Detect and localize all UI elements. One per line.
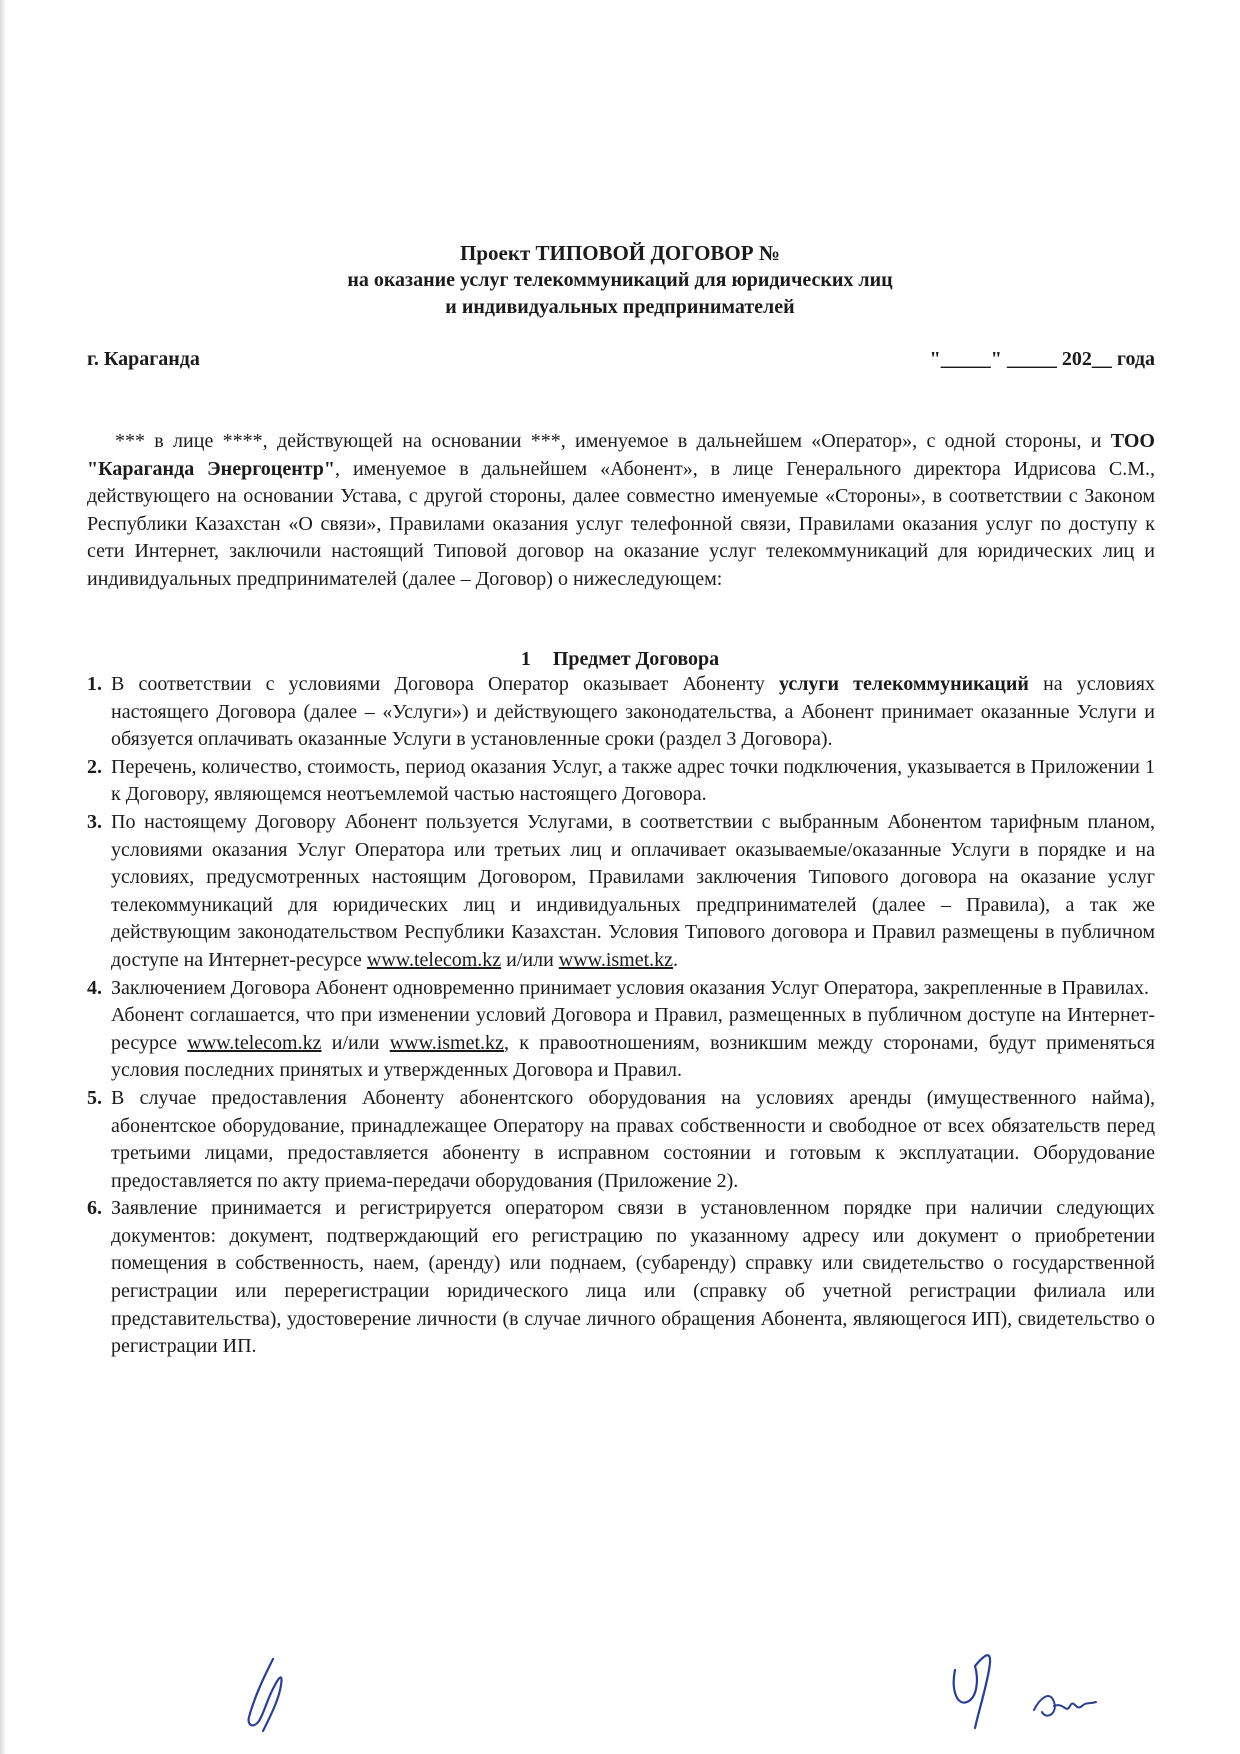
clause-text	[111, 1002, 1155, 1085]
document-title	[0, 240, 1240, 321]
clause-number: 3.	[87, 810, 102, 833]
clause-bold-term: услуги телекоммуникаций	[778, 673, 1029, 695]
clause-3	[87, 809, 1155, 975]
section-number: 1	[520, 648, 531, 670]
preamble-part-1: *** в лице ****, действующей на основании ***, именуемое в дальнейшем «Оператор», с одной стороны, и	[115, 430, 1111, 452]
clause-text-part: на условиях настоящего Договора (далее – «Услуги») и действующего законодательства, а Абонент принимает оказанные Услуги и обязуется оплачивать оказанные Услуги в установленные сроки (раздел 3 Договора).	[111, 673, 1155, 751]
place-date-row	[87, 348, 1155, 376]
clause-number: 4.	[87, 976, 102, 999]
section-title: Предмет Договора	[552, 648, 720, 670]
clause-text: Перечень, количество, стоимость, период оказания Услуг, а также адрес точки подключения, указывается в Приложении 1 к Договору, являющемся неотъемлемой частью настоящего Договора.	[111, 755, 1155, 806]
signature-mark	[235, 1655, 295, 1735]
clause-text: В случае предоставления Абоненту абонентского оборудования на условиях аренды (имущественного найма), абонентское оборудование, принадлежащее Оператору на правах собственности и свободное от всех обязательств перед третьими лицами, предоставляется абоненту в исправном состоянии и готовым к эксплуатации. Оборудование предоставляется по акту приема-передачи оборудования (Приложение 2).	[111, 1086, 1155, 1192]
ismet-link[interactable]: www.ismet.kz	[389, 1031, 504, 1054]
clause-list	[87, 671, 1155, 1361]
clause-2	[87, 754, 1155, 809]
title-line-2: на оказание услуг телекоммуникаций для юридических лиц	[347, 269, 893, 291]
clause-text-part: Абонент соглашается, что при изменении условий Договора и Правил, размещенных в публичном доступе на Интернет-ресурсе	[111, 1004, 1155, 1054]
telecom-link[interactable]: www.telecom.kz	[366, 948, 502, 971]
title-line-1: Проект ТИПОВОЙ ДОГОВОР №	[460, 241, 780, 265]
clause-text-part: , к правоотношениям, возникшим между сторонами, будут применяться условия последних принятых и утвержденных Договора и Правил.	[111, 1031, 1155, 1082]
clause-5	[87, 1085, 1155, 1195]
ismet-link[interactable]: www.ismet.kz	[558, 948, 674, 971]
clause-text	[111, 671, 1155, 754]
clause-1	[87, 671, 1155, 754]
title-line-3: и индивидуальных предпринимателей	[445, 296, 795, 318]
clause-number: 1.	[87, 673, 102, 695]
clause-text-part: .	[673, 948, 679, 971]
clause-number: 2.	[87, 755, 102, 778]
city: г. Караганда	[87, 348, 200, 370]
clause-text: Заявление принимается и регистрируется оператором связи в установленном порядке при наличии следующих документов: документ, подтверждающий его регистрацию по указанному адресу или документ о приобретении помещения в собственность, наем, (аренду) или поднаем, (субаренду) справку или свидетельство о государственной регистрации или перерегистрации юридического лица или (справку об учетной регистрации филиала или представительства), удостоверение личности (в случае личного обращения Абонента, являющегося ИП), свидетельство о регистрации ИП.	[111, 1197, 1155, 1358]
clause-text-part: По настоящему Договору Абонент пользуется Услугами, в соответствии с выбранным Абонентом тарифным планом, условиями оказания Услуг Оператора или третьих лиц и оплачивает оказываемые/оказанные Услуги в порядке и на условиях, предусмотренных настоящим Договором, Правилами заключения Типового договора на оказание услуг телекоммуникаций для юридических лиц и индивидуальных предпринимателей (далее – Правила), а так же действующим законодательством Республики Казахстан. Условия Типового договора и Правил размещены в публичном доступе на Интернет-ресурсе	[111, 810, 1155, 971]
signature-mark	[945, 1640, 1015, 1730]
clause-text-part: и/или	[321, 1031, 390, 1054]
date-placeholder: "_____" _____ 202__ года	[929, 348, 1155, 370]
preamble	[87, 428, 1155, 594]
section-heading	[0, 648, 1240, 671]
clause-4	[87, 975, 1155, 1085]
signature-mark	[1030, 1680, 1100, 1730]
clause-text	[111, 809, 1155, 975]
clause-number: 5.	[87, 1086, 102, 1109]
abonent-name: ТОО "Караганда Энергоцентр"	[87, 430, 1155, 480]
clause-text-part: и/или	[501, 948, 559, 971]
preamble-part-2: , именуемое в дальнейшем «Абонент», в лице Генерального директора Идрисова С.М., действующего на основании Устава, с другой стороны, далее совместно именуемые «Стороны», в соответствии с Законом Республики Казахстан «О связи», Правилами оказания услуг телефонной связи, Правилами оказания услуг по доступу к сети Интернет, заключили настоящий Типовой договор на оказание услуг телекоммуникаций для юридических лиц и индивидуальных предпринимателей (далее – Договор) о нижеследующем:	[87, 457, 1156, 590]
clause-number: 6.	[87, 1197, 102, 1220]
telecom-link[interactable]: www.telecom.kz	[187, 1031, 322, 1054]
clause-text: Заключением Договора Абонент одновременно принимает условия оказания Услуг Оператора, закрепленные в Правилах.	[111, 976, 1150, 999]
clause-text-part: В соответствии с условиями Договора Оператор оказывает Абоненту	[111, 673, 779, 695]
clause-6	[87, 1195, 1155, 1361]
